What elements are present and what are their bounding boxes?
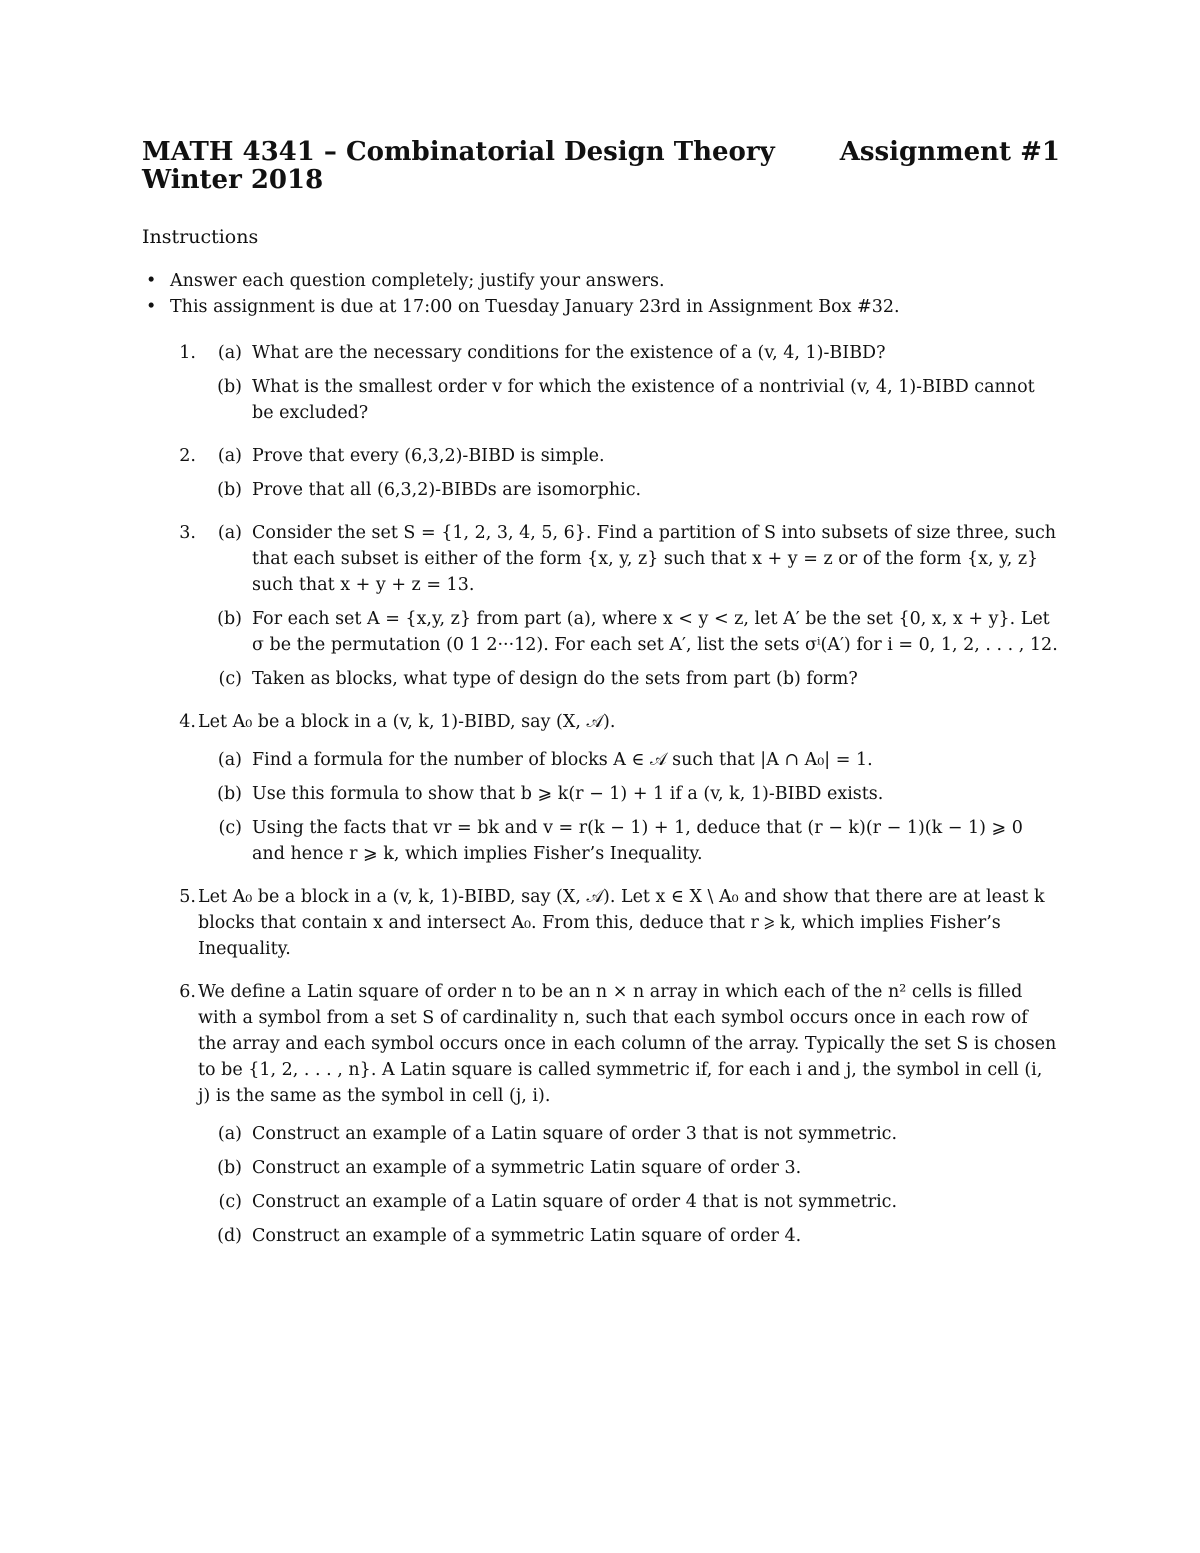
- part-text: Construct an example of a Latin square of order 4 that is not symmetric.: [252, 1192, 898, 1212]
- part-text: Use this formula to show that b ⩾ k(r − 1) + 1 if a (v, k, 1)-BIBD exists.: [252, 784, 884, 804]
- part-label: (a): [217, 343, 242, 363]
- question-part: [196, 443, 1060, 469]
- question-part: [196, 1223, 1060, 1249]
- question-part: [196, 606, 1060, 658]
- question-part: [196, 1155, 1060, 1181]
- question-6: [142, 979, 1060, 1249]
- part-label: (b): [217, 1158, 242, 1178]
- part-text: Construct an example of a symmetric Latin square of order 3.: [252, 1158, 802, 1178]
- question-part: [196, 815, 1060, 867]
- term: Winter 2018: [142, 165, 324, 195]
- part-label: (c): [218, 818, 242, 838]
- question-text: We define a Latin square of order n to be an n × n array in which each of the n² cells is filled with a symbol from a set S of cardinality n, such that each symbol occurs once in each row of the array and each symbol occurs once in each column of the array. Typically the set S is chosen to be {1, 2, . . . , n}. A Latin square is called symmetric if, for each i and j, the symbol in cell (i, j) is the same as the symbol in cell (j, i).: [198, 982, 1057, 1106]
- part-text: Consider the set S = {1, 2, 3, 4, 5, 6}. Find a partition of S into subsets of size three, such that each subset is either of the form {x, y, z} such that x + y = z or of the form {x, y, z} such that x + y + z = 13.: [252, 523, 1057, 595]
- part-label: (d): [217, 1226, 242, 1246]
- question-part: [196, 477, 1060, 503]
- question-5: [142, 884, 1060, 962]
- question-part: [196, 781, 1060, 807]
- part-text: Prove that every (6,3,2)-BIBD is simple.: [252, 446, 605, 466]
- question-part: [196, 520, 1060, 598]
- part-label: (a): [217, 750, 242, 770]
- question-text: Let A₀ be a block in a (v, k, 1)-BIBD, say (X, 𝒜).: [198, 712, 616, 732]
- question-number: 2.: [179, 446, 196, 466]
- question-part: [196, 666, 1060, 692]
- question-part: [196, 1121, 1060, 1147]
- assignment-title: Assignment #1: [839, 137, 1060, 167]
- part-label: (c): [218, 1192, 242, 1212]
- part-label: (b): [217, 377, 242, 397]
- question-part: [196, 374, 1060, 426]
- instructions-list: [142, 268, 1060, 320]
- part-label: (b): [217, 609, 242, 629]
- question-number: 6.: [179, 982, 196, 1002]
- instructions-heading: Instructions: [142, 226, 259, 248]
- question-1: [142, 340, 1060, 426]
- part-label: (a): [217, 446, 242, 466]
- part-label: (a): [217, 1124, 242, 1144]
- part-label: (b): [217, 784, 242, 804]
- instruction-item: • This assignment is due at 17:00 on Tuesday January 23rd in Assignment Box #32.: [170, 294, 1060, 320]
- instruction-item: • Answer each question completely; justify your answers.: [170, 268, 1060, 294]
- header: [142, 138, 1060, 194]
- question-number: 5.: [179, 887, 196, 907]
- question-2: [142, 443, 1060, 503]
- document-body: [142, 268, 1060, 1266]
- question-part: [196, 340, 1060, 366]
- part-label: (a): [217, 523, 242, 543]
- part-text: Using the facts that vr = bk and v = r(k − 1) + 1, deduce that (r − k)(r − 1)(k − 1) ⩾ 0 and hence r ⩾ k, which implies Fisher’s Inequality.: [252, 818, 1023, 864]
- part-text: Construct an example of a Latin square of order 3 that is not symmetric.: [252, 1124, 898, 1144]
- part-text: Find a formula for the number of blocks A ∈ 𝒜 such that |A ∩ A₀| = 1.: [252, 750, 873, 770]
- part-text: For each set A = {x,y, z} from part (a), where x < y < z, let A′ be the set {0, x, x + y}. Let σ be the permutation (0 1 2···12). For each set A′, list the sets σⁱ(A′) for i = 0, 1, 2, . . . , 12.: [252, 609, 1058, 655]
- part-text: Taken as blocks, what type of design do the sets from part (b) form?: [252, 669, 858, 689]
- part-text: Construct an example of a symmetric Latin square of order 4.: [252, 1226, 802, 1246]
- part-text: What is the smallest order v for which the existence of a nontrivial (v, 4, 1)-BIBD cannot be excluded?: [252, 377, 1035, 423]
- part-text: Prove that all (6,3,2)-BIBDs are isomorphic.: [252, 480, 642, 500]
- question-text: Let A₀ be a block in a (v, k, 1)-BIBD, say (X, 𝒜). Let x ∈ X \ A₀ and show that there are at least k blocks that contain x and intersect A₀. From this, deduce that r ⩾ k, which implies Fisher’s Inequality.: [198, 887, 1045, 959]
- question-3: [142, 520, 1060, 692]
- question-number: 3.: [179, 523, 196, 543]
- question-4: [142, 709, 1060, 867]
- part-label: (b): [217, 480, 242, 500]
- part-label: (c): [218, 669, 242, 689]
- question-number: 4.: [179, 712, 196, 732]
- question-part: [196, 1189, 1060, 1215]
- course-title: MATH 4341 – Combinatorial Design Theory: [142, 137, 775, 167]
- question-part: [196, 747, 1060, 773]
- part-text: What are the necessary conditions for the existence of a (v, 4, 1)-BIBD?: [252, 343, 886, 363]
- question-number: 1.: [179, 343, 196, 363]
